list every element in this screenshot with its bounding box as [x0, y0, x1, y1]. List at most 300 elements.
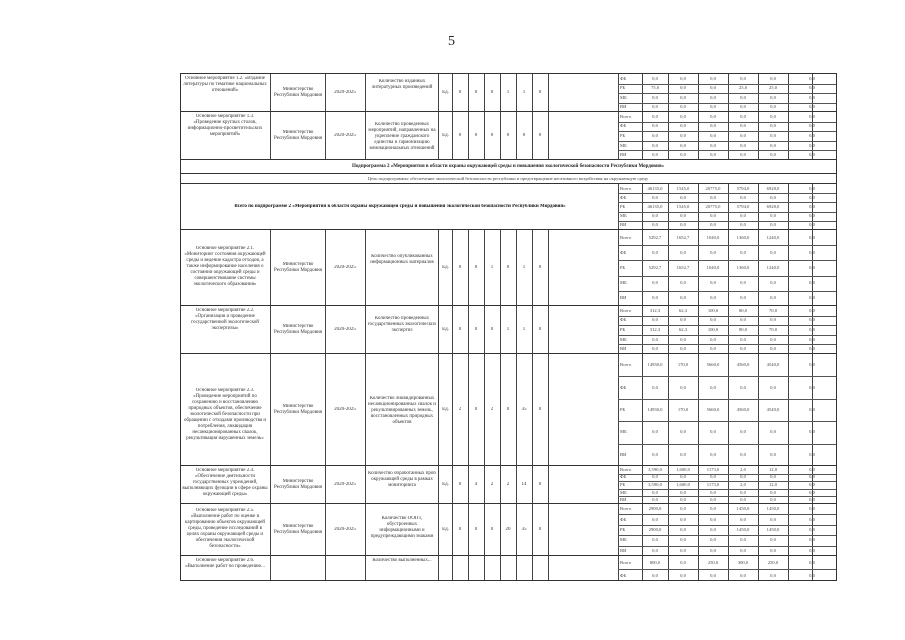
- fin-value: 0,0: [809, 547, 815, 553]
- fin-value: 0,0: [680, 559, 686, 565]
- fin-value: 1040,0: [706, 265, 720, 270]
- column-line: [365, 466, 366, 503]
- fin-source-label: РБ: [620, 133, 626, 138]
- indicator-value: 1: [522, 90, 526, 95]
- fin-value: 0,0: [652, 113, 658, 119]
- executor: Министерство Республики Мордовия: [274, 87, 322, 98]
- indicator-value: 20: [505, 527, 511, 532]
- table-right-border: [836, 73, 837, 581]
- fin-source-label: ВИ: [620, 497, 627, 503]
- table-row: [180, 305, 836, 353]
- fin-value: 0,0: [770, 547, 776, 553]
- table-bottom-line: [180, 580, 836, 581]
- fin-value: 80,0: [738, 307, 748, 313]
- fin-value: 0,0: [710, 194, 716, 200]
- table-row: [180, 503, 836, 555]
- fin-value: 70,0: [768, 327, 778, 332]
- fin-value: 0,0: [710, 516, 716, 522]
- fin-value: 0,0: [809, 384, 815, 390]
- fin-value: 0,0: [680, 336, 686, 342]
- indicator-value: 1: [506, 327, 510, 332]
- fin-source-label: ФБ: [620, 384, 627, 390]
- table-row: [180, 229, 836, 305]
- fin-value: 0,0: [809, 336, 815, 342]
- fin-source-label: РБ: [620, 85, 626, 91]
- indicator-value: 35: [521, 527, 527, 532]
- fin-value: 0,0: [770, 572, 776, 578]
- fin-value: 0,0: [680, 249, 686, 255]
- fin-value: 0,0: [710, 506, 716, 512]
- fin-value: 0,0: [710, 249, 716, 255]
- fin-value: 0,0: [652, 489, 658, 495]
- fin-value: 0,0: [770, 194, 776, 200]
- measure-name: Основное мероприятие 1.3. «Проведение круглых столов, информационно-просветительских мероприятий»: [187, 114, 263, 137]
- fin-value: 4540,0: [766, 407, 780, 412]
- fin-value: 0,0: [740, 346, 746, 352]
- fin-value: 4560,0: [736, 407, 750, 412]
- indicator-value: 0: [538, 482, 542, 487]
- fin-value: 0,0: [740, 142, 746, 148]
- fin-source-label: ФБ: [620, 516, 627, 522]
- fin-value: 0,0: [740, 75, 746, 81]
- unit: Ед.: [442, 90, 449, 95]
- fin-value: 1545,0: [676, 204, 690, 209]
- fin-value: 1450,0: [736, 506, 750, 512]
- indicator-value: 1: [522, 265, 526, 270]
- fin-value: 0,0: [652, 384, 658, 390]
- fin-row-line: [618, 245, 836, 246]
- fin-value: 0,0: [809, 466, 815, 472]
- fin-value: 0,0: [680, 280, 686, 286]
- fin-value: 0,0: [740, 474, 746, 480]
- fin-value: 20775,0: [705, 185, 721, 191]
- fin-value: 0,0: [652, 249, 658, 255]
- fin-value: 0,0: [680, 123, 686, 129]
- fin-value: 0,0: [740, 317, 746, 323]
- fin-value: 0,0: [680, 547, 686, 553]
- fin-value: 1,600,0: [676, 466, 690, 472]
- column-line: [325, 466, 326, 503]
- table-row: [180, 353, 836, 465]
- table-row: [180, 555, 836, 581]
- indicator: Количество ООПТ, обустроенных информационными и предупреждающими знаками: [370, 516, 434, 539]
- fin-value: 25,0: [768, 85, 778, 91]
- fin-value: 0,0: [740, 222, 746, 228]
- column-line: [270, 74, 271, 111]
- fin-value: 75,0: [650, 85, 660, 91]
- fin-value: 0,0: [809, 85, 815, 91]
- column-line: [548, 112, 549, 159]
- fin-value: 1450,0: [766, 527, 780, 532]
- fin-value: 0,0: [652, 572, 658, 578]
- subprogram-goal: Цель подпрограммы: обеспечение экологической безопасности республики и предотвращение негативного воздействия на окружающую среду: [367, 176, 649, 181]
- fin-value: 0,0: [770, 222, 776, 228]
- fin-value: 20775,0: [705, 204, 721, 209]
- indicator-value: 0: [506, 265, 510, 270]
- column-line: [618, 504, 619, 555]
- subprogram-goal-row: [180, 173, 836, 183]
- fin-value: 0,0: [770, 429, 776, 435]
- fin-value: 3,590,0: [648, 482, 662, 487]
- years: 2020-2025: [334, 482, 356, 487]
- fin-value: 0,0: [809, 317, 815, 323]
- fin-value: 1173,0: [706, 466, 720, 472]
- fin-value: 0,0: [809, 295, 815, 301]
- fin-source-label: МБ: [620, 336, 627, 342]
- column-line: [618, 230, 619, 305]
- fin-value: 1360,0: [736, 234, 750, 240]
- fin-value: 1652,7: [676, 234, 690, 240]
- column-line: [365, 112, 366, 159]
- fin-source-label: МБ: [620, 213, 627, 219]
- column-line: [548, 74, 549, 111]
- fin-source-label: Всего: [620, 307, 632, 313]
- years: 2020-2025: [334, 327, 356, 332]
- fin-value: 0,0: [652, 75, 658, 81]
- measure-name: Основное мероприятие 2.3. «Проведение мероприятий по сохранению и восстановлению природных объектов, обеспечение экологической безопасности при обращении с отходами производства и потребления, ликвидация несанкционированных свалок, рекультивация нарушенных земель»: [183, 388, 267, 441]
- fin-value: 0,0: [652, 516, 658, 522]
- fin-value: 1240,0: [766, 265, 780, 270]
- indicator-value: 0: [458, 482, 462, 487]
- page-number: 5: [448, 34, 455, 49]
- fin-value: 0,0: [740, 547, 746, 553]
- executor: Министерство Республики Мордовия: [274, 524, 322, 535]
- fin-source-label: МБ: [620, 489, 627, 495]
- fin-value: 0,0: [652, 152, 658, 158]
- fin-value: 0,0: [652, 133, 658, 138]
- fin-value: 0,0: [710, 85, 716, 91]
- column-line: [618, 466, 619, 503]
- fin-value: 0,0: [770, 142, 776, 148]
- fin-value: 0,0: [680, 75, 686, 81]
- fin-value: 2,0: [740, 466, 746, 472]
- fin-row-line: [618, 260, 836, 261]
- fin-value: 0,0: [740, 451, 746, 457]
- program-table: [180, 73, 836, 581]
- indicator-value: 35: [521, 407, 527, 412]
- indicator-value: 1: [490, 265, 494, 270]
- fin-value: 0,0: [809, 572, 815, 578]
- fin-row-line: [618, 399, 836, 400]
- indicator: Количество выполненных...: [372, 558, 432, 563]
- fin-value: 5660,0: [706, 407, 720, 412]
- fin-value: 0,0: [710, 222, 716, 228]
- fin-value: 250,0: [707, 559, 719, 565]
- fin-value: 0,0: [680, 506, 686, 512]
- fin-value: 5292,7: [648, 265, 662, 270]
- fin-value: 0,0: [809, 213, 815, 219]
- indicator-value: 0: [474, 527, 478, 532]
- column-line: [325, 230, 326, 305]
- years: 2020-2025: [334, 133, 356, 138]
- unit: Ед.: [442, 133, 449, 138]
- fin-value: 0,0: [770, 346, 776, 352]
- fin-value: 0,0: [809, 249, 815, 255]
- subprogram-total-row: [180, 183, 836, 229]
- executor: Министерство Республики Мордовия: [274, 479, 322, 490]
- column-line: [516, 556, 517, 581]
- fin-source-label: РБ: [620, 265, 626, 270]
- fin-value: 0,0: [770, 317, 776, 323]
- column-line: [270, 306, 271, 353]
- years: 2020-2025: [334, 527, 356, 532]
- column-line: [365, 230, 366, 305]
- fin-value: 0,0: [652, 194, 658, 200]
- fin-value: 0,0: [652, 497, 658, 503]
- fin-value: 0,0: [710, 429, 716, 435]
- fin-value: 0,0: [740, 537, 746, 543]
- fin-source-label: ВИ: [620, 295, 627, 301]
- fin-value: 0,0: [809, 194, 815, 200]
- column-line: [500, 556, 501, 581]
- fin-source-label: РБ: [620, 204, 626, 209]
- fin-value: 0,0: [770, 133, 776, 138]
- indicator-value: 4: [474, 482, 478, 487]
- fin-value: 0,0: [680, 489, 686, 495]
- fin-value: 0,0: [680, 213, 686, 219]
- indicator-value: 0: [458, 327, 462, 332]
- fin-value: 14930,0: [647, 407, 663, 412]
- column-line: [325, 556, 326, 581]
- table-row: [180, 465, 836, 503]
- measure-name: Основное мероприятие 2.6. «Выполнение работ по проведению...: [185, 558, 265, 569]
- fin-value: 0,0: [710, 572, 716, 578]
- fin-value: 0,0: [809, 123, 815, 129]
- fin-value: 1450,0: [766, 506, 780, 512]
- fin-value: 0,0: [710, 474, 716, 480]
- fin-value: 0,0: [809, 234, 815, 240]
- fin-value: 1360,0: [736, 265, 750, 270]
- column-line: [365, 504, 366, 555]
- fin-row-line: [618, 276, 836, 277]
- fin-value: 0,0: [770, 104, 776, 110]
- indicator-value: 1: [506, 90, 510, 95]
- fin-value: 0,0: [710, 213, 716, 219]
- fin-value: 0,0: [770, 537, 776, 543]
- fin-value: 312,3: [649, 307, 661, 313]
- fin-value: 0,0: [652, 317, 658, 323]
- fin-value: 0,0: [652, 213, 658, 219]
- fin-value: 0,0: [770, 75, 776, 81]
- fin-value: 0,0: [740, 280, 746, 286]
- fin-source-label: ФБ: [620, 194, 627, 200]
- indicator-value: 2: [458, 407, 462, 412]
- fin-value: 800,0: [649, 559, 661, 565]
- fin-value: 0,0: [770, 152, 776, 158]
- fin-value: 0,0: [809, 506, 815, 512]
- fin-value: 0,0: [652, 142, 658, 148]
- column-line: [618, 184, 619, 229]
- fin-value: 0,0: [680, 152, 686, 158]
- indicator-value: 0: [474, 265, 478, 270]
- fin-value: 4560,0: [736, 362, 750, 368]
- fin-value: 0,0: [740, 104, 746, 110]
- fin-value: 0,0: [710, 384, 716, 390]
- fin-value: 0,0: [809, 346, 815, 352]
- fin-value: 0,0: [740, 213, 746, 219]
- indicator: Количество изданных литературных произведений: [371, 79, 433, 90]
- fin-source-label: МБ: [620, 280, 627, 286]
- indicator: Количество опубликованных информационных материалов: [370, 254, 434, 265]
- fin-source-label: Всего: [620, 113, 632, 119]
- fin-value: 14930,0: [647, 362, 663, 368]
- fin-value: 0,0: [809, 429, 815, 435]
- fin-value: 0,0: [809, 142, 815, 148]
- fin-value: 2900,0: [648, 527, 662, 532]
- fin-value: 0,0: [809, 133, 815, 138]
- fin-value: 0,0: [680, 295, 686, 301]
- fin-value: 0,0: [680, 194, 686, 200]
- fin-value: 0,0: [770, 451, 776, 457]
- fin-value: 0,0: [740, 249, 746, 255]
- indicator-value: 0: [474, 407, 478, 412]
- fin-value: 0,0: [710, 317, 716, 323]
- fin-value: 0,0: [740, 123, 746, 129]
- column-line: [270, 354, 271, 465]
- fin-value: 0,0: [680, 113, 686, 119]
- fin-source-label: РБ: [620, 482, 626, 487]
- fin-value: 5794,0: [736, 204, 750, 209]
- fin-value: 0,0: [652, 537, 658, 543]
- measure-name: Основное мероприятие 1.2. «Издание литературы по тематике национальных отношений»: [183, 76, 267, 93]
- fin-value: 0,0: [680, 317, 686, 323]
- fin-source-label: ВИ: [620, 152, 627, 158]
- fin-source-label: ФБ: [620, 572, 627, 578]
- indicator: Количество проведенных мероприятий, направленных на укрепление гражданского единства и гармонизацию межнациональных отношений: [368, 122, 436, 151]
- fin-value: 0,0: [809, 559, 815, 565]
- fin-value: 170,0: [677, 407, 689, 412]
- unit: Ед.: [442, 527, 449, 532]
- executor: Министерство Республики Мордовия: [274, 324, 322, 335]
- fin-value: 1545,0: [676, 185, 690, 191]
- fin-source-label: ВИ: [620, 346, 627, 352]
- fin-value: 5292,7: [648, 234, 662, 240]
- indicator-value: 0: [538, 327, 542, 332]
- fin-value: 0,0: [680, 451, 686, 457]
- column-line: [270, 556, 271, 581]
- fin-value: 0,0: [710, 75, 716, 81]
- fin-source-label: Всего: [620, 362, 632, 368]
- fin-value: 0,0: [652, 104, 658, 110]
- fin-value: 0,0: [809, 94, 815, 100]
- fin-value: 0,0: [770, 295, 776, 301]
- fin-value: 12,0: [768, 466, 778, 472]
- column-line: [548, 354, 549, 465]
- fin-value: 0,0: [740, 429, 746, 435]
- subprogram-title-row: [180, 159, 836, 173]
- fin-value: 0,0: [652, 346, 658, 352]
- indicator-value: 0: [522, 133, 526, 138]
- fin-value: 0,0: [680, 346, 686, 352]
- fin-value: 0,0: [710, 497, 716, 503]
- fin-value: 5794,0: [736, 185, 750, 191]
- fin-row-line: [618, 291, 836, 292]
- fin-value: 0,0: [770, 94, 776, 100]
- indicator-value: 0: [538, 265, 542, 270]
- fin-value: 0,0: [710, 336, 716, 342]
- indicator-value: 1: [522, 327, 526, 332]
- fin-value: 0,0: [809, 527, 815, 532]
- fin-value: 1240,0: [766, 234, 780, 240]
- column-line: [325, 504, 326, 555]
- fin-value: 0,0: [652, 295, 658, 301]
- fin-value: 2900,0: [648, 506, 662, 512]
- fin-source-label: МБ: [620, 142, 627, 148]
- fin-value: 0,0: [710, 527, 716, 532]
- fin-value: 0,0: [740, 94, 746, 100]
- fin-value: 0,0: [710, 123, 716, 129]
- fin-value: 0,0: [809, 474, 815, 480]
- fin-source-label: ФБ: [620, 249, 627, 255]
- executor: Министерство Республики Мордовия: [274, 262, 322, 273]
- column-line: [618, 112, 619, 159]
- fin-value: 170,0: [677, 362, 689, 368]
- fin-source-label: ВИ: [620, 104, 627, 110]
- fin-value: 0,0: [809, 75, 815, 81]
- indicator-value: 0: [538, 407, 542, 412]
- indicator-value: 2: [490, 407, 494, 412]
- fin-value: 0,0: [652, 429, 658, 435]
- fin-value: 0,0: [710, 295, 716, 301]
- indicator: Количество обработанных проб окружающей среды в рамках мониторинга: [368, 471, 436, 488]
- fin-value: 46135,0: [647, 185, 663, 191]
- column-line: [618, 354, 619, 465]
- fin-value: 0,0: [710, 489, 716, 495]
- fin-value: 0,0: [770, 213, 776, 219]
- fin-value: 0,0: [710, 346, 716, 352]
- fin-value: 0,0: [652, 474, 658, 480]
- fin-value: 2,0: [740, 482, 746, 487]
- fin-value: 0,0: [809, 265, 815, 270]
- fin-value: 12,0: [768, 482, 778, 487]
- fin-value: 0,0: [770, 249, 776, 255]
- fin-value: 0,0: [809, 104, 815, 110]
- fin-value: 0,0: [809, 185, 815, 191]
- fin-value: 0,0: [770, 497, 776, 503]
- fin-value: 1450,0: [736, 527, 750, 532]
- fin-value: 250,0: [767, 559, 779, 565]
- fin-value: 0,0: [740, 516, 746, 522]
- fin-source-label: РБ: [620, 527, 626, 532]
- fin-value: 0,0: [770, 384, 776, 390]
- fin-value: 1,600,0: [676, 482, 690, 487]
- fin-source-label: ФБ: [620, 474, 627, 480]
- fin-value: 0,0: [710, 94, 716, 100]
- fin-value: 100,0: [707, 327, 719, 332]
- measure-name: Основное мероприятие 2.1. «Мониторинг состояния окружающей среды и ведение кадастра отходов, а также информирование населения о состоянии окружающей среды и совершенствование системы экологического образования»: [184, 246, 266, 287]
- fin-source-label: ВИ: [620, 451, 627, 457]
- fin-source-label: МБ: [620, 94, 627, 100]
- fin-value: 0,0: [710, 451, 716, 457]
- column-line: [438, 556, 439, 581]
- fin-value: 0,0: [680, 384, 686, 390]
- indicator-value: 0: [458, 133, 462, 138]
- column-line: [325, 112, 326, 159]
- indicator-value: 0: [538, 90, 542, 95]
- fin-value: 6928,0: [766, 185, 780, 191]
- fin-row-line: [618, 514, 836, 515]
- fin-value: 0,0: [770, 123, 776, 129]
- fin-value: 0,0: [809, 307, 815, 313]
- fin-value: 0,0: [680, 474, 686, 480]
- fin-row-line: [618, 546, 836, 547]
- fin-value: 80,0: [738, 327, 748, 332]
- indicator-value: 0: [474, 133, 478, 138]
- indicator-value: 0: [458, 265, 462, 270]
- fin-value: 0,0: [652, 123, 658, 129]
- fin-row-line: [618, 525, 836, 526]
- indicator-value: 14: [521, 482, 527, 487]
